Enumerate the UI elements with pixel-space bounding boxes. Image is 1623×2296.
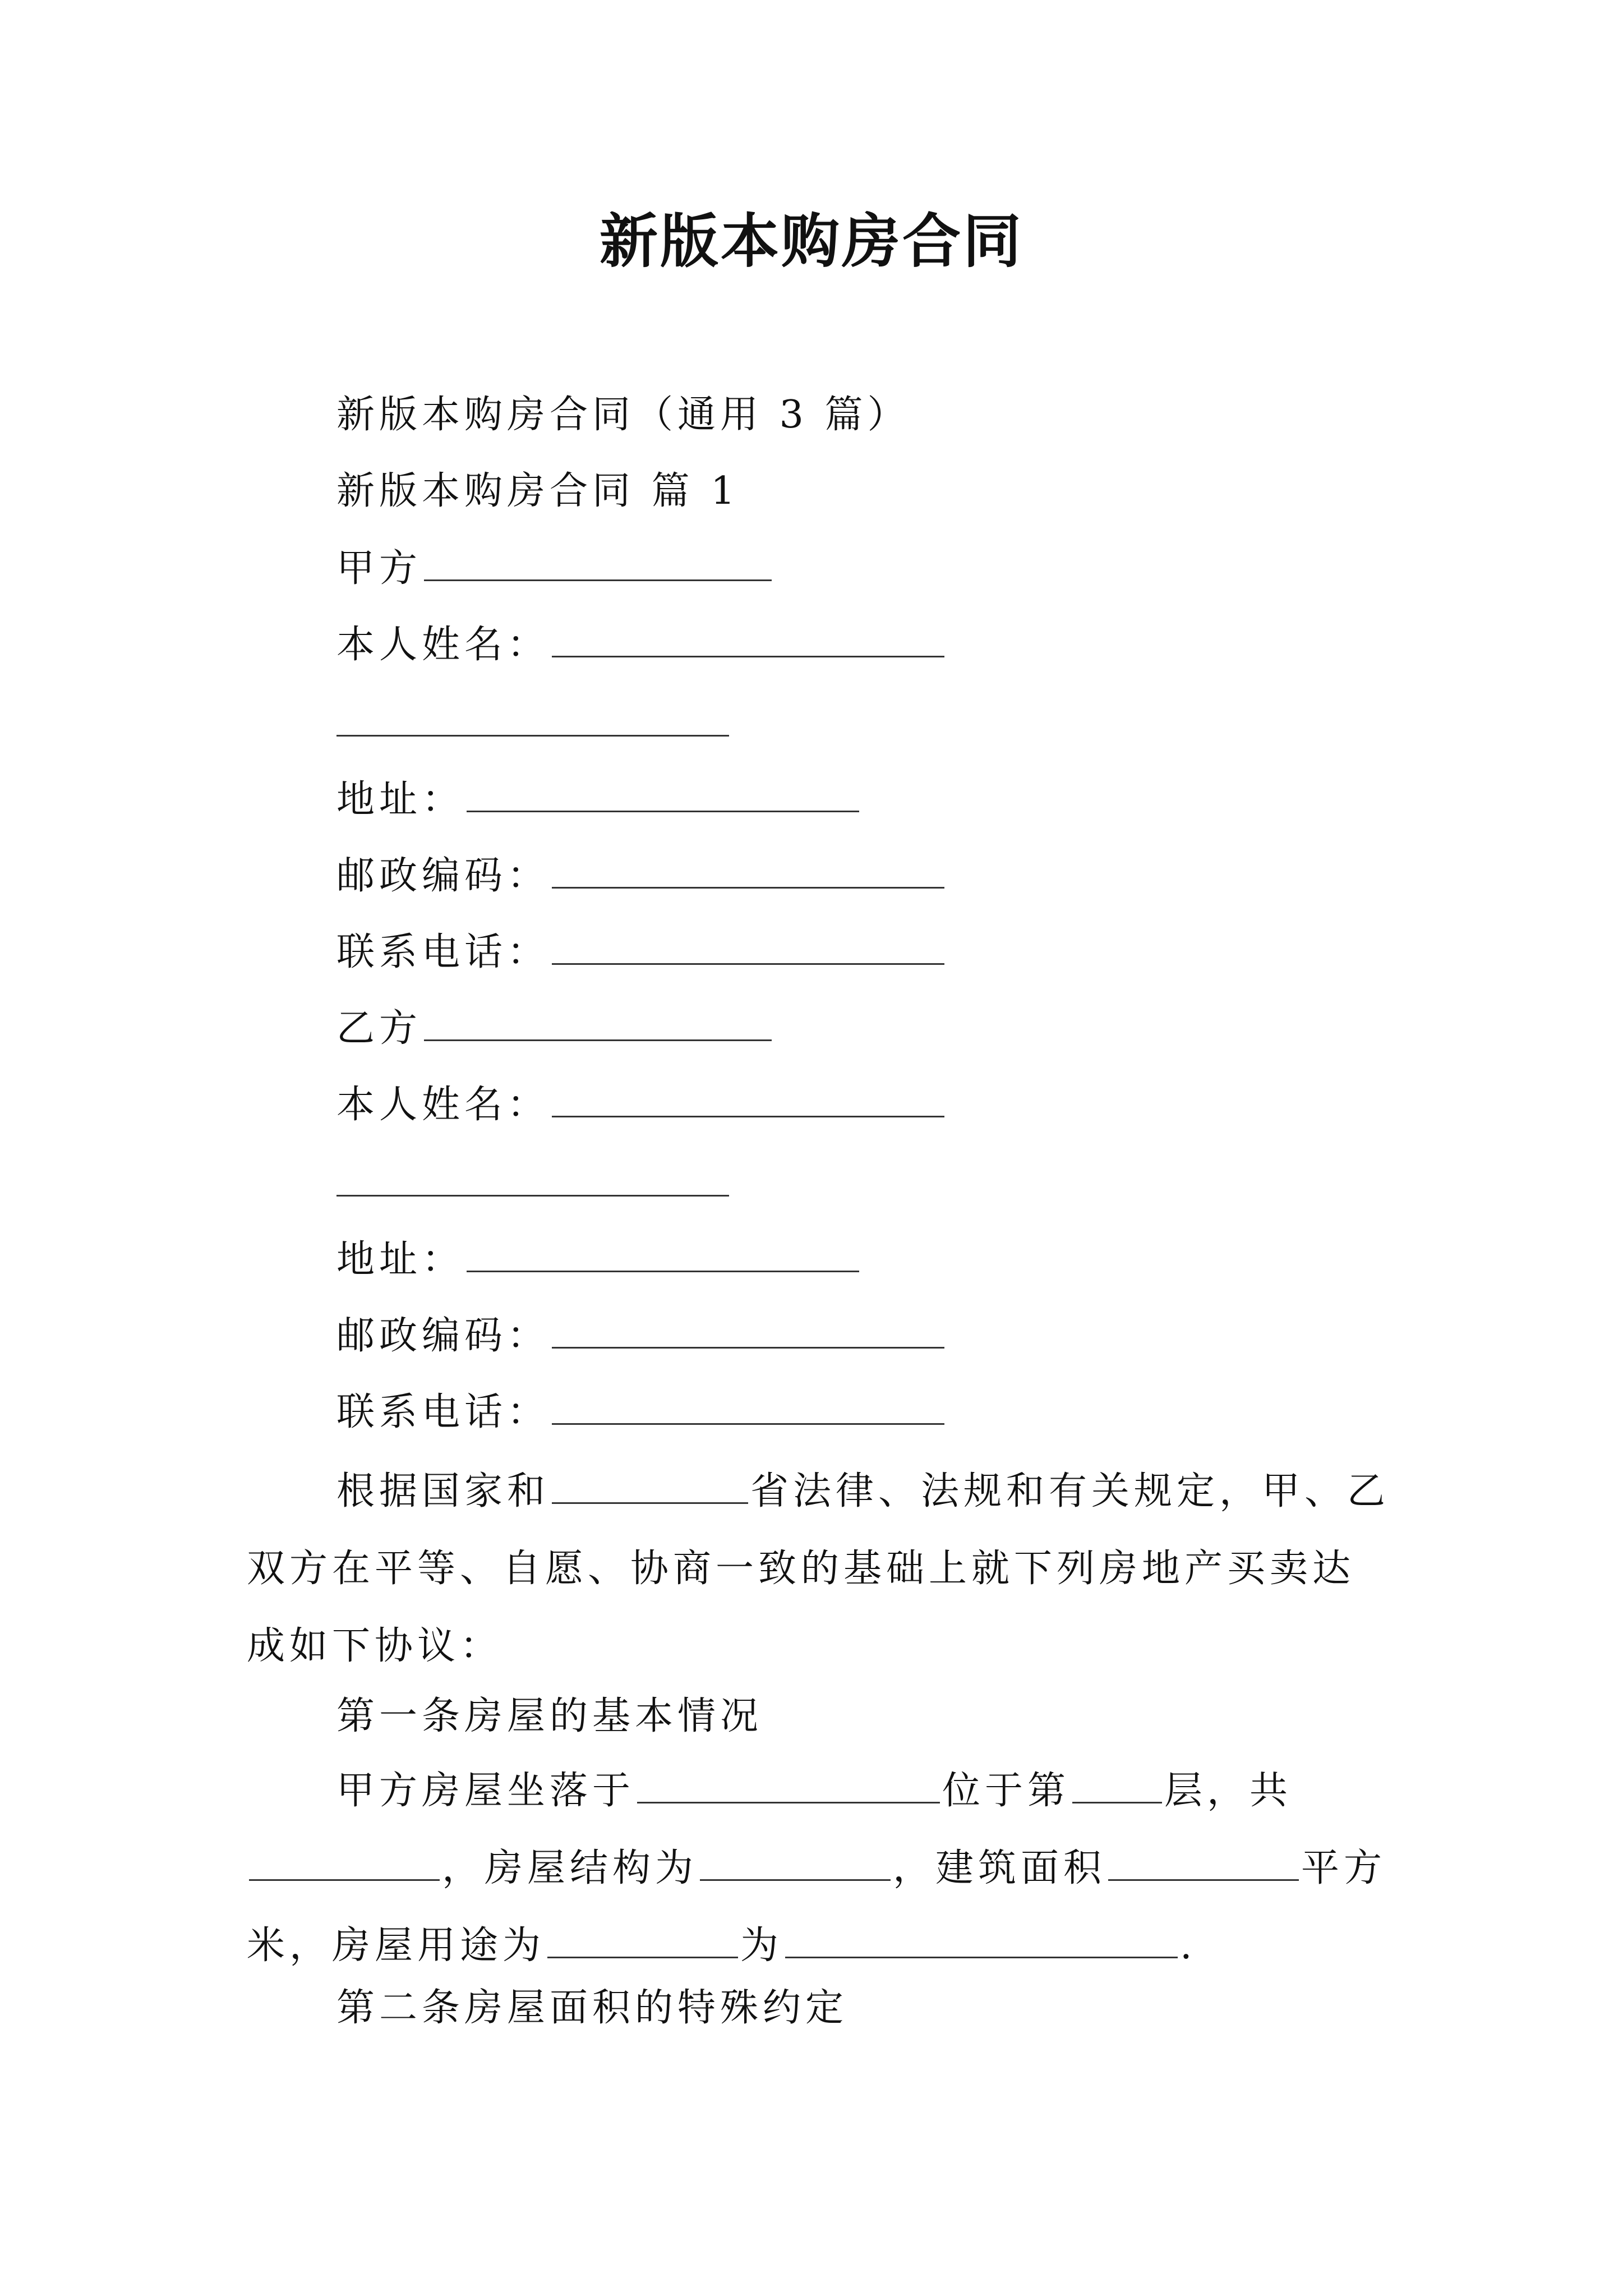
party-b-phone-label: 联系电话： (336, 1390, 550, 1434)
article-1-text-6: 平方米，房屋用途为 (247, 1846, 1387, 1968)
article-1-paragraph (247, 1752, 1391, 1985)
party-a-extra-blank (336, 735, 729, 737)
party-b-phone-line (336, 1384, 947, 1441)
party-a-postal-label: 邮政编码： (336, 854, 550, 898)
party-a-address-label: 地址： (336, 777, 465, 822)
party-a-phone-label: 联系电话： (336, 930, 550, 974)
article-2-heading: 第二条房屋面积的特殊约定 (336, 1986, 849, 2030)
usage-detail-blank (785, 1923, 1178, 1958)
floor-blank (1072, 1768, 1162, 1803)
article-1-heading: 第一条房屋的基本情况 (336, 1694, 763, 1738)
party-a-name-blank (552, 622, 944, 657)
structure-blank (700, 1846, 891, 1881)
party-b-postal-label: 邮政编码： (336, 1314, 550, 1358)
location-blank (637, 1768, 940, 1803)
party-a-name-label: 本人姓名： (336, 623, 550, 667)
total-floors-blank (249, 1846, 440, 1881)
section-heading: 新版本购房合同 篇 1 (336, 469, 740, 513)
party-b-name-label: 本人姓名： (336, 1083, 550, 1127)
party-b-postal-blank (552, 1313, 944, 1349)
party-a-postal-blank (552, 853, 944, 889)
party-b-label: 乙方 (336, 1006, 422, 1051)
article-1-text-4: ，房屋结构为 (442, 1846, 698, 1890)
party-b-address-blank (467, 1237, 859, 1272)
party-b-phone-blank (552, 1389, 944, 1425)
party-a-phone-blank (552, 930, 944, 965)
province-blank (552, 1469, 748, 1504)
party-a-address-line (336, 772, 861, 828)
party-b-name-line (336, 1077, 947, 1133)
party-a-name-line (336, 617, 947, 673)
party-a-phone-line (336, 924, 947, 981)
intro-text-1: 根据国家和 (336, 1469, 550, 1513)
article-1-text-7: 为 (740, 1924, 783, 1968)
usage-blank (547, 1923, 738, 1958)
party-b-line (336, 1001, 774, 1057)
document-subtitle: 新版本购房合同（通用 3 篇） (336, 393, 910, 437)
party-a-postal-line (336, 848, 947, 904)
area-blank (1108, 1846, 1299, 1881)
article-1-text-5: ，建筑面积 (893, 1846, 1106, 1890)
party-b-name-blank (552, 1082, 944, 1117)
party-a-address-blank (467, 777, 859, 812)
party-b-address-line (336, 1232, 861, 1288)
intro-text-2: 省法律、法规和有关规定，甲、乙双方在平等、自愿、协商一致的基础上就下列房地产买卖达成如下协议： (247, 1469, 1390, 1668)
party-a-label: 甲方 (336, 546, 422, 591)
party-a-line (336, 541, 774, 597)
party-b-extra-blank (336, 1195, 729, 1197)
party-b-blank (424, 1006, 772, 1041)
article-1-text-3: 层，共 (1164, 1769, 1293, 1813)
party-a-blank (424, 546, 772, 581)
article-1-text-1: 甲方房屋坐落于 (336, 1769, 635, 1813)
intro-paragraph (247, 1453, 1391, 1685)
article-1-text-8: . (1180, 1924, 1197, 1968)
document-title: 新版本购房合同 (599, 206, 1023, 275)
party-b-address-label: 地址： (336, 1237, 465, 1282)
article-1-text-2: 位于第 (942, 1769, 1071, 1813)
party-b-postal-line (336, 1308, 947, 1364)
